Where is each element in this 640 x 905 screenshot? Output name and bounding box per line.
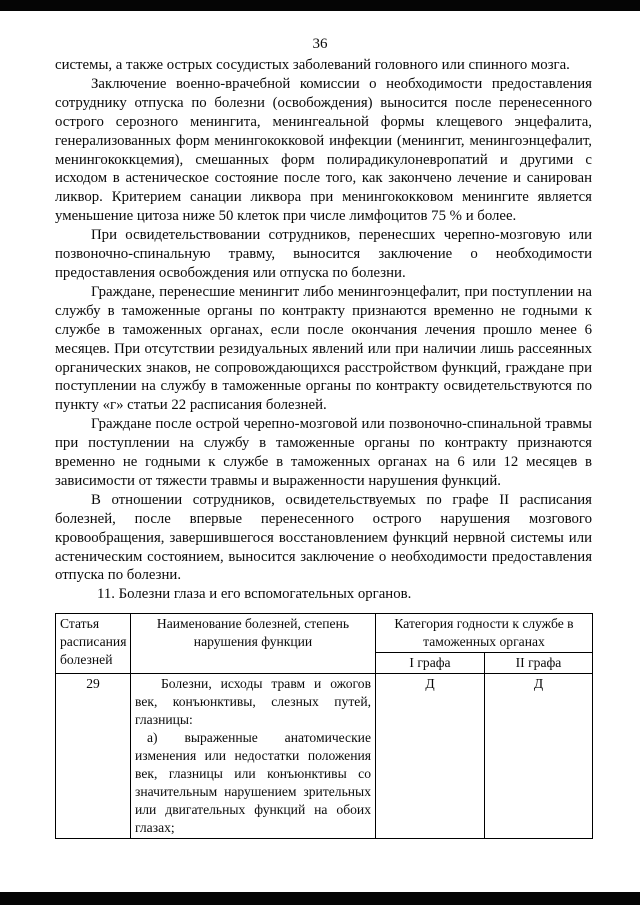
table-header-grade-i: I графа [376,653,485,674]
paragraph: Заключение военно-врачебной комиссии о необходимости предоставления сотруднику отпуска по болезни (освобождения) выносится после перенесенного острого серозного менингита, менингеальной формы клещевого энцефалита, генерализованных форм менингококковой инфекции (менингит, менингоэнцефалит, менингококкцемия), смешанных форм полирадикулоневропатий и другими с исходом в астеническое состояние после того, как закончено лечение и санирован ликвор. Критерием санации ликвора при менингококковом менингите является уменьшение цитоза ниже 50 клеток при числе лимфоцитов 75 % и более. [55,75,592,225]
paragraph: В отношении сотрудников, освидетельствуемых по графе II расписания болезней, после впервые перенесенного острого нарушения мозгового кровообращения, завершившегося восстановлением функций нервной системы или астеническим состоянием, выносится заключение о необходимости предоставления отпуска по болезни. [55,491,592,584]
scan-artifact-bottom-bar [0,892,640,905]
document-body [55,56,592,839]
disease-description [131,674,376,839]
article-number: 29 [56,674,131,839]
grade-col-ii: Д [485,674,593,839]
table-header-grade-ii: II графа [485,653,593,674]
paragraph: При освидетельствовании сотрудников, перенесших черепно-мозговую или позвоночно-спинальную травму, выносится заключение о необходимости предоставления освобождения или отпуска по болезни. [55,227,592,281]
scan-artifact-top-bar [0,0,640,11]
table-header-category: Категория годности к службе в таможенных органах [376,614,593,653]
disease-intro: Болезни, исходы травм и ожогов век, конъюнктивы, слезных путей, глазницы: [135,676,371,728]
grade-col-i: Д [376,674,485,839]
table-row [56,674,593,839]
disease-item: а) выраженные анатомические изменения или недостатки положения век, глазницы или конъюнктивы со значительным нарушением зрительных или двигательных функций на обоих глазах; [135,730,371,836]
paragraph: Граждане после острой черепно-мозговой или позвоночно-спинальной травмы при поступлении на службу в таможенные органы по контракту признаются временно не годными к службе в таможенных органах на 6 или 12 месяцев в зависимости от тяжести травмы и выраженности нарушения функций. [55,416,592,489]
table-header-disease: Наименование болезней, степень нарушения функции [131,614,376,674]
table-header-article: Статья расписания болезней [56,614,131,674]
diseases-table [55,613,593,839]
table-header-row [56,614,593,653]
page-number: 36 [312,36,328,52]
paragraph: Граждане, перенесшие менингит либо менингоэнцефалит, при поступлении на службу в таможенные органы по контракту признаются временно не годными к службе в таможенных органах, если после окончания лечения прошло менее 6 месяцев. При отсутствии резидуальных явлений или при наличии лишь рассеянных органических знаков, не сопровождающихся расстройством функций, граждане при поступлении на службу в таможенные органы по контракту освидетельствуются по пункту «г» статьи 22 расписания болезней. [55,283,592,414]
paragraph: системы, а также острых сосудистых заболеваний головного или спинного мозга. [55,57,570,73]
section-heading: 11. Болезни глаза и его вспомогательных органов. [97,586,412,603]
